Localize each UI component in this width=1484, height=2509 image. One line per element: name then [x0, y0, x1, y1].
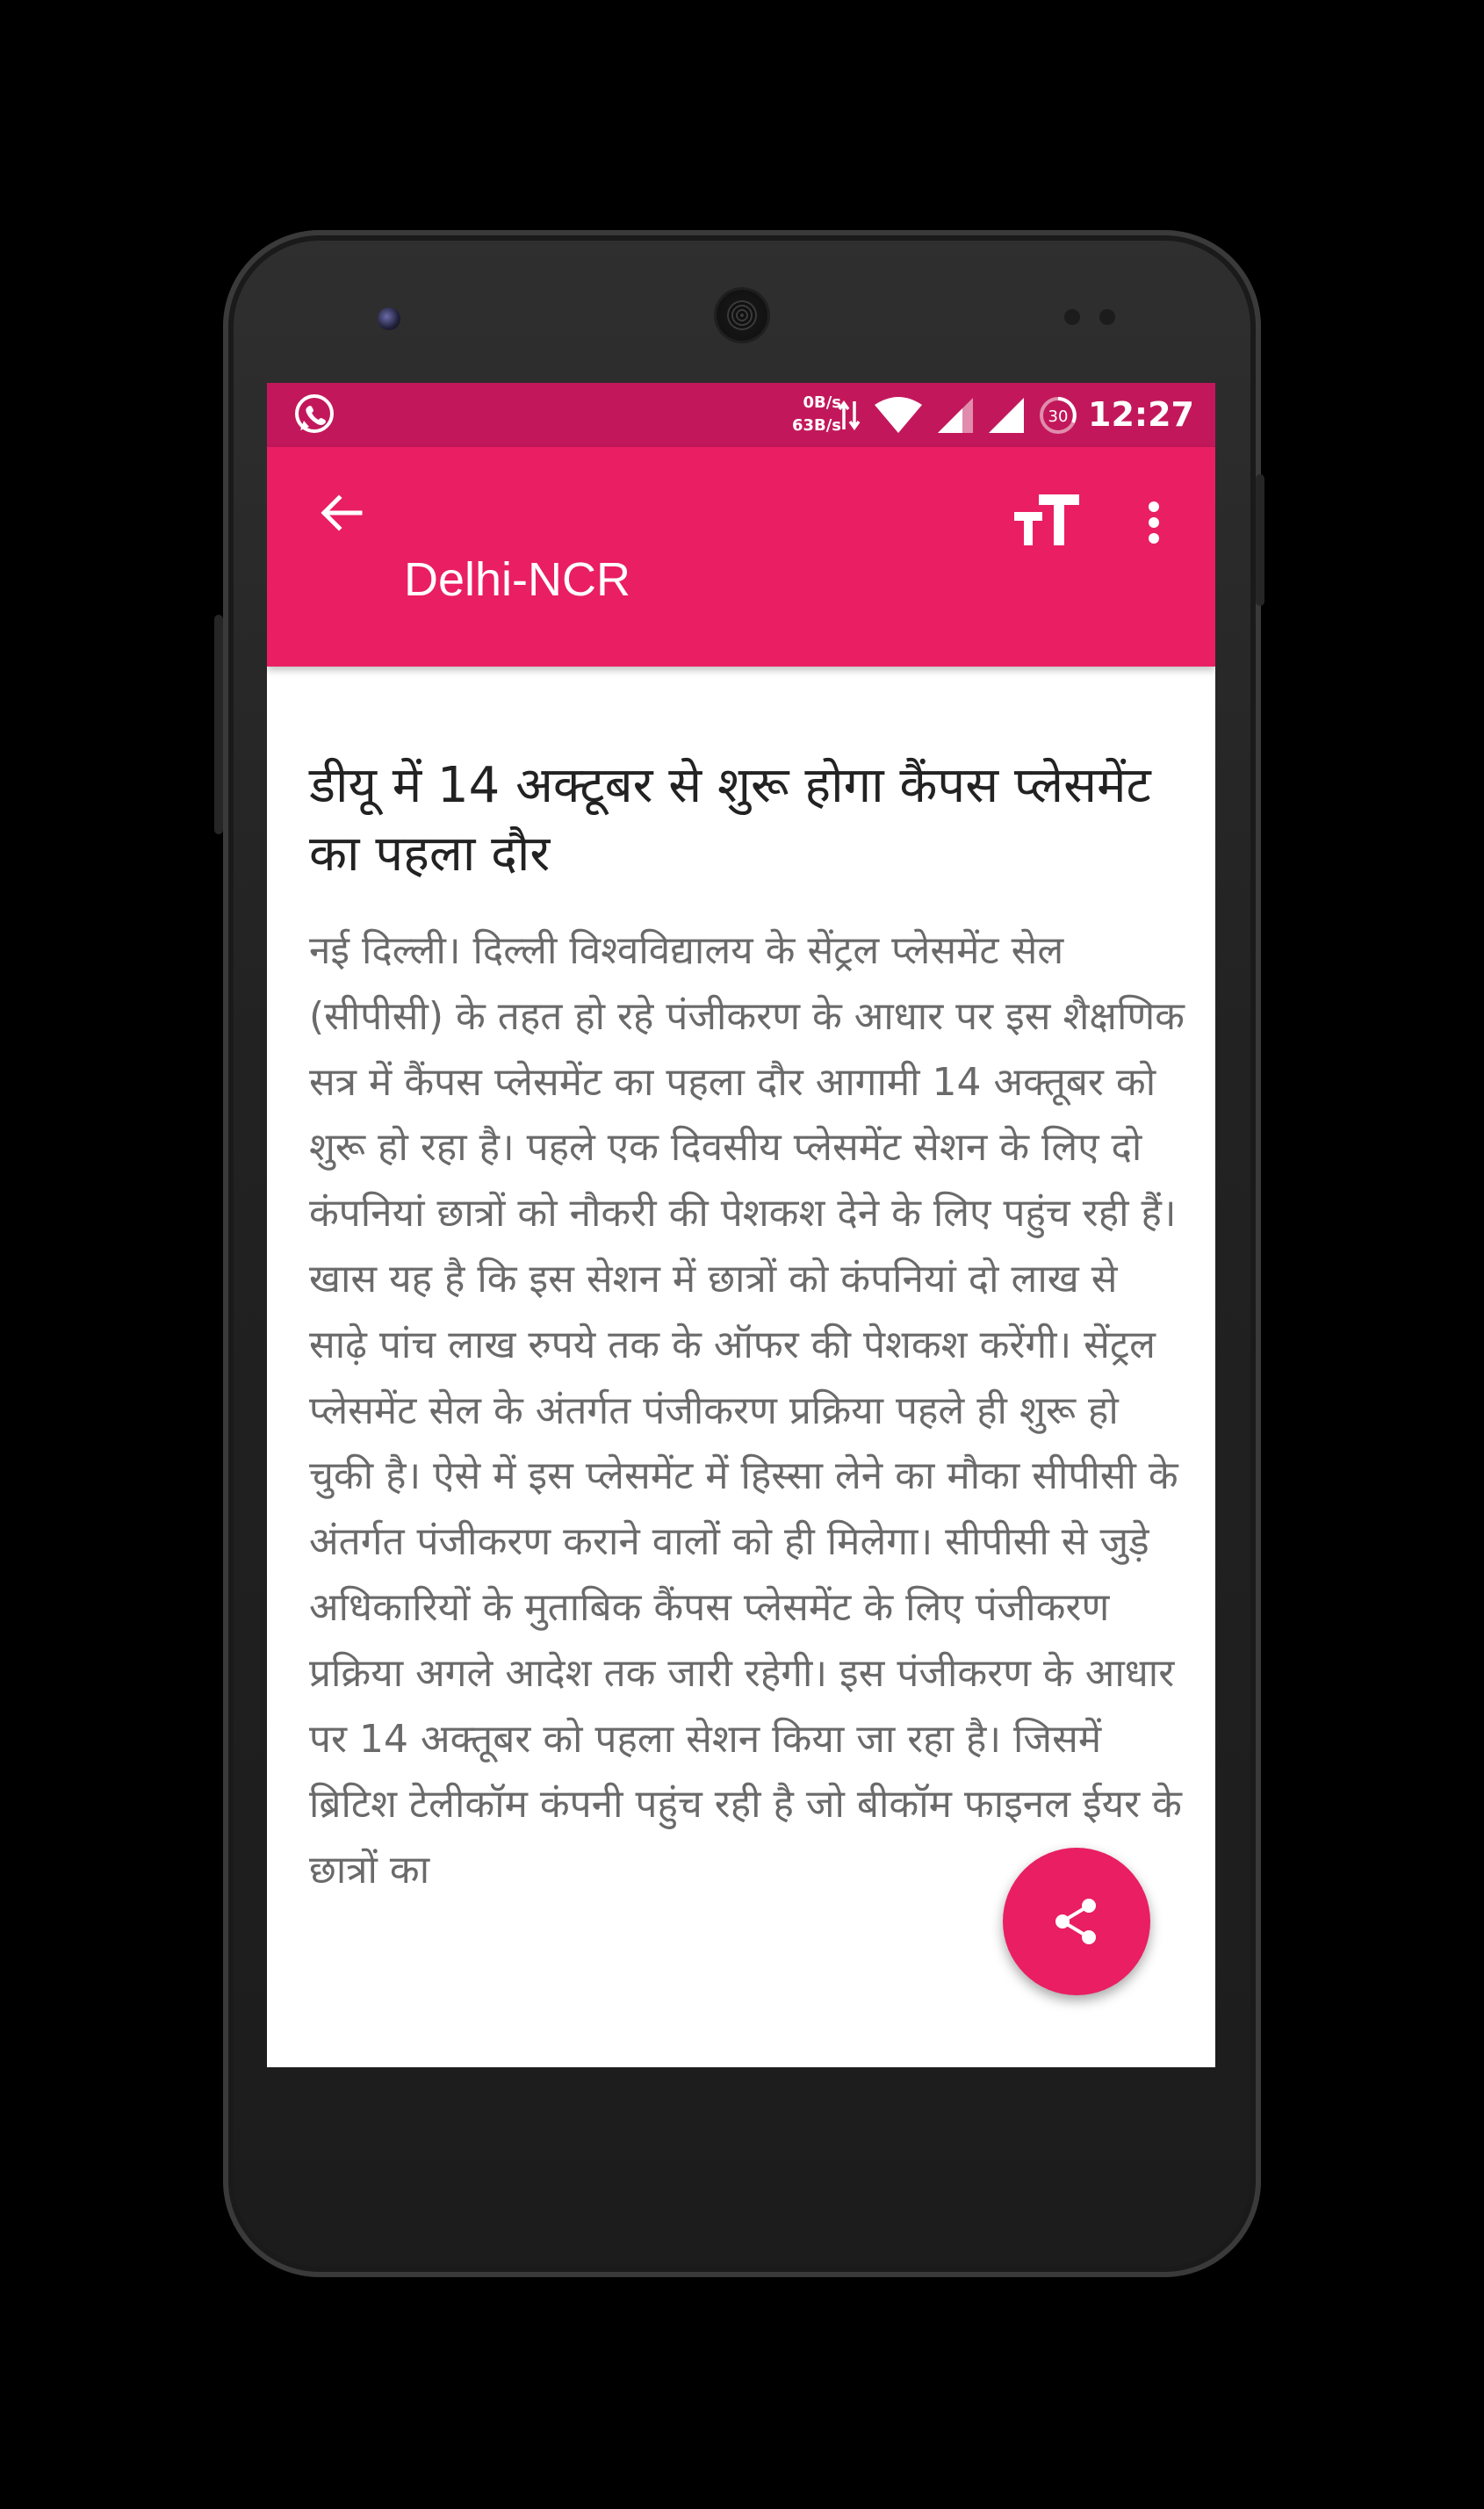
share-icon	[1048, 1893, 1105, 1950]
speed-down: 63B/s	[791, 416, 841, 435]
data-transfer-icon	[838, 398, 861, 433]
status-icons	[838, 395, 1078, 436]
clock: 12:27	[1088, 395, 1194, 434]
earpiece-speaker	[717, 290, 767, 341]
battery-level: 30	[1048, 407, 1069, 426]
text-size-icon[interactable]	[1009, 482, 1083, 556]
share-button[interactable]	[1003, 1848, 1150, 1995]
article-headline: डीयू में 14 अक्टूबर से शुरू होगा कैंपस प्लेसमेंट का पहला दौर	[309, 757, 1151, 883]
signal-icon	[936, 396, 975, 435]
app-bar	[267, 447, 1215, 667]
proximity-sensor	[1064, 309, 1080, 325]
screen	[267, 383, 1215, 2067]
article	[309, 752, 1187, 1904]
speed-up: 0B/s	[803, 393, 841, 412]
article-body: नई दिल्ली। दिल्ली विश्वविद्यालय के सेंट्रल प्लेसमेंट सेल (सीपीसी) के तहत हो रहे पंजीकरण के आधार पर इस शैक्षणिक सत्र में कैंपस प्लेसमेंट का पहला दौर आगामी 14 अक्तूबर को शुरू हो रहा है। पहले एक दिवसीय प्लेसमेंट सेशन के लिए दो कंपनियां छात्रों को नौकरी की पेशकश देने के लिए पहुंच रही हैं। खास यह है कि इस सेशन में छात्रों को कंपनियां दो लाख से साढ़े पांच लाख रुपये तक के ऑफर की पेशकश करेंगी। सेंट्रल प्लेसमेंट सेल के अंतर्गत पंजीकरण प्रक्रिया पहले ही शुरू हो चुकी है। ऐसे में इस प्लेसमेंट में हिस्सा लेने का मौका सीपीसी के अंतर्गत पंजीकरण कराने वालों को ही मिलेगा। सीपीसी से जुड़े अधिकारियों के मुताबिक कैंपस प्लेसमेंट के लिए पंजीकरण प्रक्रिया अगले आदेश तक जारी रहेगी। इस पंजीकरण के आधार पर 14 अक्तूबर को पहला सेशन किया जा रहा है। जिसमें ब्रिटिश टेलीकॉम कंपनी पहुंच रही है जो बीकॉम फाइनल ईयर के छात्रों का	[309, 928, 1185, 1893]
volume-button	[214, 615, 223, 834]
battery-icon	[1038, 395, 1078, 436]
network-speed	[780, 392, 841, 437]
power-button	[1256, 474, 1264, 606]
light-sensor	[1099, 309, 1115, 325]
page-title: Delhi-NCR	[404, 553, 631, 606]
front-camera	[378, 307, 400, 330]
more-vert-icon[interactable]	[1127, 482, 1180, 556]
arrow-back-icon[interactable]	[311, 482, 372, 544]
status-bar	[267, 383, 1215, 447]
whatsapp-icon	[290, 390, 339, 439]
signal-icon-2	[987, 396, 1026, 435]
wifi-icon	[873, 396, 924, 435]
